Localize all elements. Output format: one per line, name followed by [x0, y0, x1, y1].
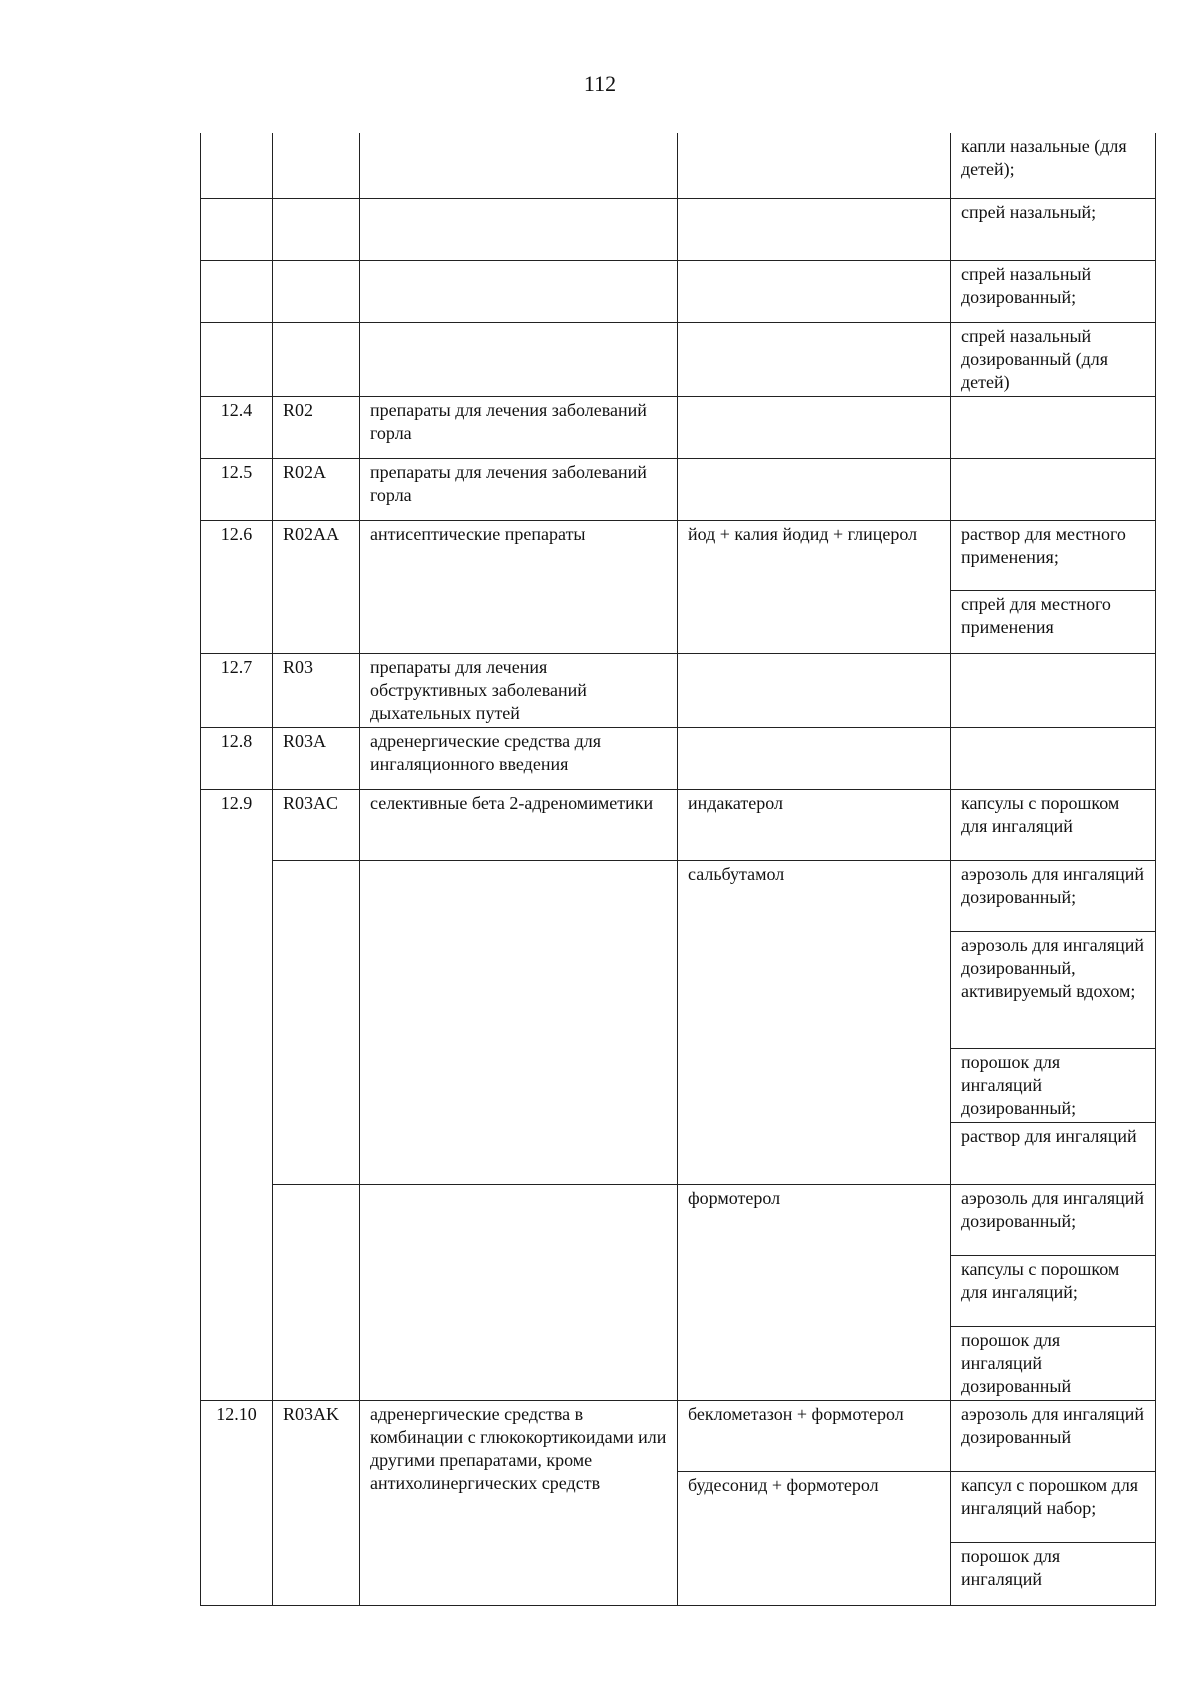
cell-dosage-form: капсулы с порошком для ингаляций: [951, 789, 1156, 860]
cell-number: [201, 133, 273, 198]
table-row: [201, 1184, 1156, 1255]
cell-dosage-form: раствор для ингаляций: [951, 1122, 1156, 1184]
cell-group: [360, 198, 678, 260]
cell-group: адренергические средства в комбинации с глюкокортикоидами или другими препаратами, кроме антихолинергических средств: [360, 1400, 678, 1605]
cell-atc-code: [273, 1184, 360, 1400]
table-row: [201, 789, 1156, 860]
cell-group: препараты для лечения обструктивных заболеваний дыхательных путей: [360, 653, 678, 727]
cell-atc-code: [273, 133, 360, 198]
cell-number: 12.5: [201, 458, 273, 520]
table-row: [201, 860, 1156, 931]
cell-group: препараты для лечения заболеваний горла: [360, 396, 678, 458]
cell-group: адренергические средства для ингаляционного введения: [360, 727, 678, 789]
cell-dosage-form: порошок для ингаляций дозированный: [951, 1326, 1156, 1400]
cell-substance: йод + калия йодид + глицерол: [678, 520, 951, 653]
cell-substance: [678, 322, 951, 396]
table-row: [201, 260, 1156, 322]
cell-number: [201, 260, 273, 322]
cell-dosage-form: порошок для ингаляций: [951, 1542, 1156, 1605]
table-row: [201, 133, 1156, 198]
cell-dosage-form: спрей для местного применения: [951, 590, 1156, 653]
cell-substance: сальбутамол: [678, 860, 951, 1184]
cell-number: [201, 198, 273, 260]
cell-atc-code: R02AA: [273, 520, 360, 653]
cell-group: антисептические препараты: [360, 520, 678, 653]
cell-substance: будесонид + формотерол: [678, 1471, 951, 1605]
table-row: [201, 198, 1156, 260]
cell-number: [201, 322, 273, 396]
cell-group: препараты для лечения заболеваний горла: [360, 458, 678, 520]
cell-dosage-form: спрей назальный дозированный (для детей): [951, 322, 1156, 396]
cell-group: [360, 322, 678, 396]
cell-atc-code: R03A: [273, 727, 360, 789]
cell-atc-code: R03: [273, 653, 360, 727]
cell-group: селективные бета 2-адреномиметики: [360, 789, 678, 860]
cell-number: 12.9: [201, 789, 273, 1400]
table-row: [201, 458, 1156, 520]
cell-atc-code: [273, 198, 360, 260]
cell-number: 12.6: [201, 520, 273, 653]
cell-substance: [678, 396, 951, 458]
cell-atc-code: [273, 860, 360, 1184]
cell-dosage-form: аэрозоль для ингаляций дозированный;: [951, 1184, 1156, 1255]
cell-atc-code: [273, 322, 360, 396]
cell-number: 12.8: [201, 727, 273, 789]
cell-substance: [678, 198, 951, 260]
cell-dosage-form: капсулы с порошком для ингаляций;: [951, 1255, 1156, 1326]
cell-group: [360, 260, 678, 322]
cell-dosage-form: капли назальные (для детей);: [951, 133, 1156, 198]
cell-dosage-form: капсул с порошком для ингаляций набор;: [951, 1471, 1156, 1542]
drug-table: [200, 133, 1156, 1606]
table-row: [201, 727, 1156, 789]
page-number: 112: [583, 71, 617, 96]
cell-dosage-form: аэрозоль для ингаляций дозированный: [951, 1400, 1156, 1471]
cell-dosage-form: спрей назальный;: [951, 198, 1156, 260]
cell-group: [360, 860, 678, 1184]
cell-substance: [678, 727, 951, 789]
table-row: [201, 1400, 1156, 1471]
cell-dosage-form: раствор для местного применения;: [951, 520, 1156, 590]
cell-group: [360, 1184, 678, 1400]
cell-dosage-form: [951, 396, 1156, 458]
cell-number: 12.4: [201, 396, 273, 458]
cell-substance: [678, 653, 951, 727]
cell-atc-code: R02A: [273, 458, 360, 520]
cell-number: 12.7: [201, 653, 273, 727]
cell-group: [360, 133, 678, 198]
cell-substance: формотерол: [678, 1184, 951, 1400]
cell-substance: индакатерол: [678, 789, 951, 860]
table-row: [201, 520, 1156, 590]
cell-dosage-form: [951, 653, 1156, 727]
cell-atc-code: R03AK: [273, 1400, 360, 1605]
cell-dosage-form: аэрозоль для ингаляций дозированный;: [951, 860, 1156, 931]
cell-substance: [678, 133, 951, 198]
table-row: [201, 322, 1156, 396]
cell-dosage-form: [951, 727, 1156, 789]
cell-dosage-form: порошок для ингаляций дозированный;: [951, 1048, 1156, 1122]
cell-substance: [678, 458, 951, 520]
cell-atc-code: R02: [273, 396, 360, 458]
cell-substance: беклометазон + формотерол: [678, 1400, 951, 1471]
cell-dosage-form: аэрозоль для ингаляций дозированный, активируемый вдохом;: [951, 931, 1156, 1048]
cell-atc-code: R03AC: [273, 789, 360, 860]
cell-substance: [678, 260, 951, 322]
cell-atc-code: [273, 260, 360, 322]
cell-dosage-form: [951, 458, 1156, 520]
table-row: [201, 396, 1156, 458]
cell-dosage-form: спрей назальный дозированный;: [951, 260, 1156, 322]
table-row: [201, 653, 1156, 727]
cell-number: 12.10: [201, 1400, 273, 1605]
